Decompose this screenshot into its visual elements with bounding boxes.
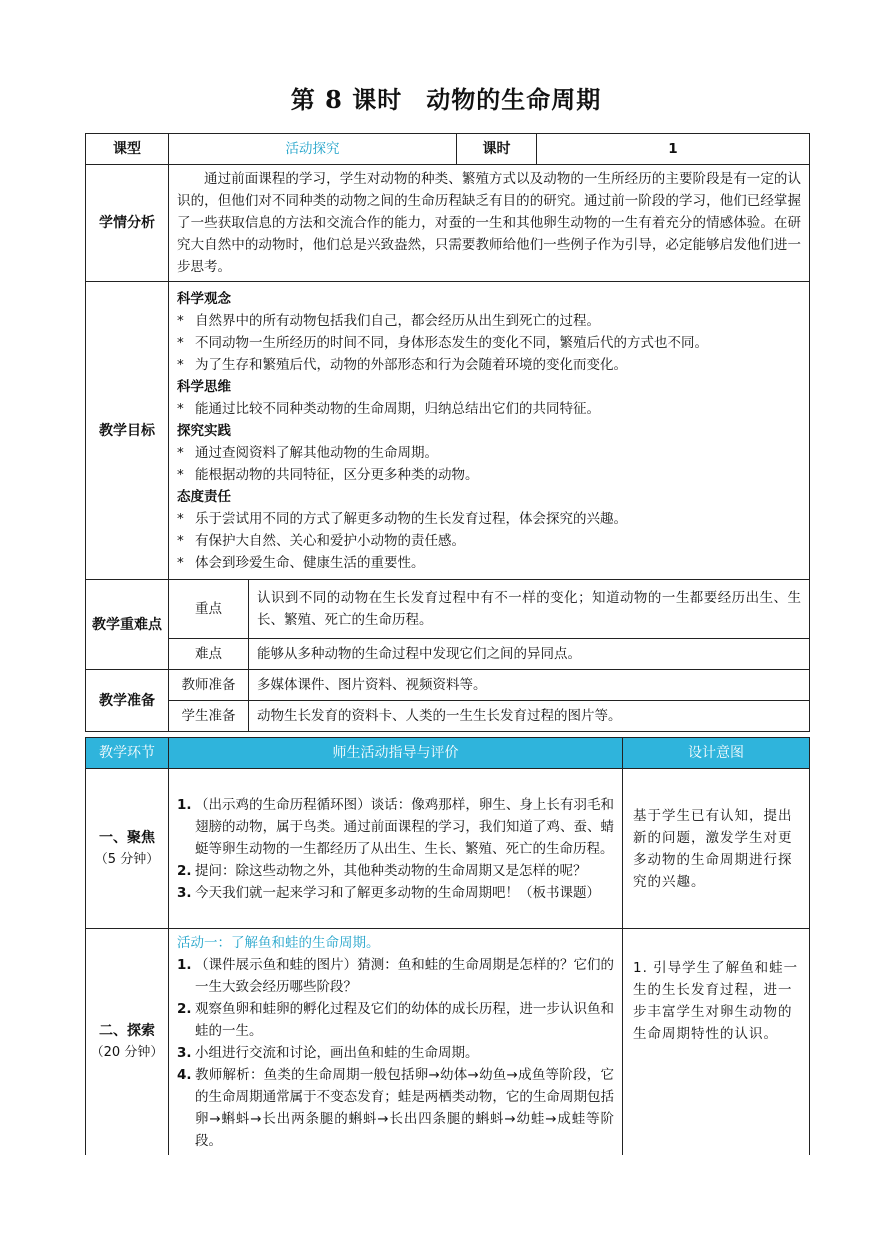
step-number: 3. xyxy=(177,884,192,901)
teacher-prep-label: 教师准备 xyxy=(169,670,249,701)
focus-stage-time: （5 分钟） xyxy=(94,851,160,867)
class-hours-label: 课时 xyxy=(457,134,537,165)
explore-intent: 1. 引导学生了解鱼和蛙一生的生长发育过程，进一步丰富学生对卵生动物的生命周期特性的认识。 xyxy=(623,929,810,1156)
title-lesson-name: 动物的生命周期 xyxy=(426,85,602,114)
explore-step xyxy=(177,954,614,998)
focus-intent: 基于学生已有认知，提出新的问题，激发学生对更多动物的生命周期进行探究的兴趣。 xyxy=(623,769,810,929)
step-text: 观察鱼卵和蛙卵的孵化过程及它们的幼体的成长历程，进一步认识鱼和蛙的一生。 xyxy=(195,1001,614,1039)
hard-point-text: 能够从多种动物的生命过程中发现它们之间的异同点。 xyxy=(249,639,810,670)
focus-step xyxy=(177,794,614,860)
title-lesson-number: 第 8 课时 xyxy=(290,85,403,114)
goals-content xyxy=(169,282,810,580)
key-point-label: 重点 xyxy=(169,580,249,639)
key-point-row xyxy=(86,580,810,639)
step-text: （出示鸡的生命历程循环图）谈话：像鸡那样，卵生、身上长有羽毛和翅膀的动物，属于鸟类。通过前面课程的学习，我们知道了鸡、蚕、蜻蜓等卵生动物的一生都经历了从出生、生长、繁殖、死亡的生命历程。 xyxy=(195,796,614,857)
teaching-process-table xyxy=(85,737,810,1155)
goal-item: * 为了生存和繁殖后代，动物的外部形态和行为会随着环境的变化而变化。 xyxy=(177,354,801,376)
explore-stage xyxy=(86,929,169,1156)
focus-stage-name: 一、聚焦 xyxy=(99,829,155,846)
goal-heading: 探究实践 xyxy=(177,422,231,439)
goal-heading: 态度责任 xyxy=(177,488,231,505)
student-prep-label: 学生准备 xyxy=(169,701,249,732)
step-number: 2. xyxy=(177,1001,192,1017)
focus-row xyxy=(86,769,810,929)
explore-step xyxy=(177,1042,614,1064)
step-number: 4. xyxy=(177,1067,192,1083)
situation-text: 通过前面课程的学习，学生对动物的种类、繁殖方式以及动物的一生所经历的主要阶段是有一定的认识的，但他们对不同种类的动物之间的生命历程缺乏有目的的研究。通过前一阶段的学习，他们已经掌握了一些获取信息的方法和交流合作的能力，对蚕的一生和其他卵生动物的一生有着充分的情感体验。在研究大自然中的动物时，他们总是兴致盎然，只需要教师给他们一些例子作为引导，必定能够启发他们进一步思考。 xyxy=(169,165,810,282)
header-stage: 教学环节 xyxy=(86,738,169,769)
key-point-text: 认识到不同的动物在生长发育过程中有不一样的变化；知道动物的一生都要经历出生、生长、繁殖、死亡的生命历程。 xyxy=(249,580,810,639)
course-type-value: 活动探究 xyxy=(169,134,457,165)
explore-activities xyxy=(169,929,623,1156)
step-text: 教师解析：鱼类的生命周期一般包括卵→幼体→幼鱼→成鱼等阶段，它的生命周期通常属于不变态发育；蛙是两栖类动物，它的生命周期包括卵→蝌蚪→长出两条腿的蝌蚪→长出四条腿的蝌蚪→幼蛙→成蛙等阶段。 xyxy=(195,1067,614,1149)
goal-item: * 能通过比较不同种类动物的生命周期，归纳总结出它们的共同特征。 xyxy=(177,398,801,420)
focus-stage xyxy=(86,769,169,929)
focus-activities xyxy=(169,769,623,929)
header-intent: 设计意图 xyxy=(623,738,810,769)
situation-label: 学情分析 xyxy=(86,165,169,282)
course-type-row xyxy=(86,134,810,165)
goal-heading: 科学观念 xyxy=(177,290,231,307)
class-hours-value: 1 xyxy=(537,134,810,165)
teacher-prep-row xyxy=(86,670,810,701)
explore-row xyxy=(86,929,810,1156)
goals-row xyxy=(86,282,810,580)
goal-item: * 自然界中的所有动物包括我们自己，都会经历从出生到死亡的过程。 xyxy=(177,310,801,332)
goal-item: * 有保护大自然、关心和爱护小动物的责任感。 xyxy=(177,530,801,552)
focus-step xyxy=(177,860,614,882)
step-text: （课件展示鱼和蛙的图片）猜测：鱼和蛙的生命周期是怎样的？它们的一生大致会经历哪些阶段？ xyxy=(195,957,614,995)
goal-heading: 科学思维 xyxy=(177,378,231,395)
explore-stage-time: （20 分钟） xyxy=(90,1045,164,1060)
hard-point-label: 难点 xyxy=(169,639,249,670)
goal-item: * 乐于尝试用不同的方式了解更多动物的生长发育过程，体会探究的兴趣。 xyxy=(177,508,801,530)
step-number: 1. xyxy=(177,957,192,973)
hard-point-row xyxy=(86,639,810,670)
explore-step xyxy=(177,1064,614,1152)
step-number: 3. xyxy=(177,1045,192,1061)
key-points-label: 教学重难点 xyxy=(86,580,169,670)
lesson-info-table xyxy=(85,133,810,732)
step-text: 今天我们就一起来学习和了解更多动物的生命周期吧！（板书课题） xyxy=(195,884,600,901)
step-text: 小组进行交流和讨论，画出鱼和蛙的生命周期。 xyxy=(195,1045,479,1061)
teacher-prep-text: 多媒体课件、图片资料、视频资料等。 xyxy=(249,670,810,701)
focus-step xyxy=(177,882,614,904)
process-header-row xyxy=(86,738,810,769)
student-prep-text: 动物生长发育的资料卡、人类的一生生长发育过程的图片等。 xyxy=(249,701,810,732)
page-title xyxy=(0,80,892,115)
explore-step xyxy=(177,998,614,1042)
goal-item: * 能根据动物的共同特征，区分更多种类的动物。 xyxy=(177,464,801,486)
goals-label: 教学目标 xyxy=(86,282,169,580)
explore-stage-name: 二、探索 xyxy=(99,1023,155,1039)
step-number: 1. xyxy=(177,796,192,813)
course-type-label: 课型 xyxy=(86,134,169,165)
goal-item: * 通过查阅资料了解其他动物的生命周期。 xyxy=(177,442,801,464)
situation-row xyxy=(86,165,810,282)
student-prep-row xyxy=(86,701,810,732)
step-number: 2. xyxy=(177,862,192,879)
header-activity: 师生活动指导与评价 xyxy=(169,738,623,769)
step-text: 提问：除这些动物之外，其他种类动物的生命周期又是怎样的呢？ xyxy=(195,862,587,879)
prep-label: 教学准备 xyxy=(86,670,169,732)
activity-title: 活动一：了解鱼和蛙的生命周期。 xyxy=(177,935,380,951)
goal-item: * 不同动物一生所经历的时间不同，身体形态发生的变化不同，繁殖后代的方式也不同。 xyxy=(177,332,801,354)
goal-item: * 体会到珍爱生命、健康生活的重要性。 xyxy=(177,552,801,574)
